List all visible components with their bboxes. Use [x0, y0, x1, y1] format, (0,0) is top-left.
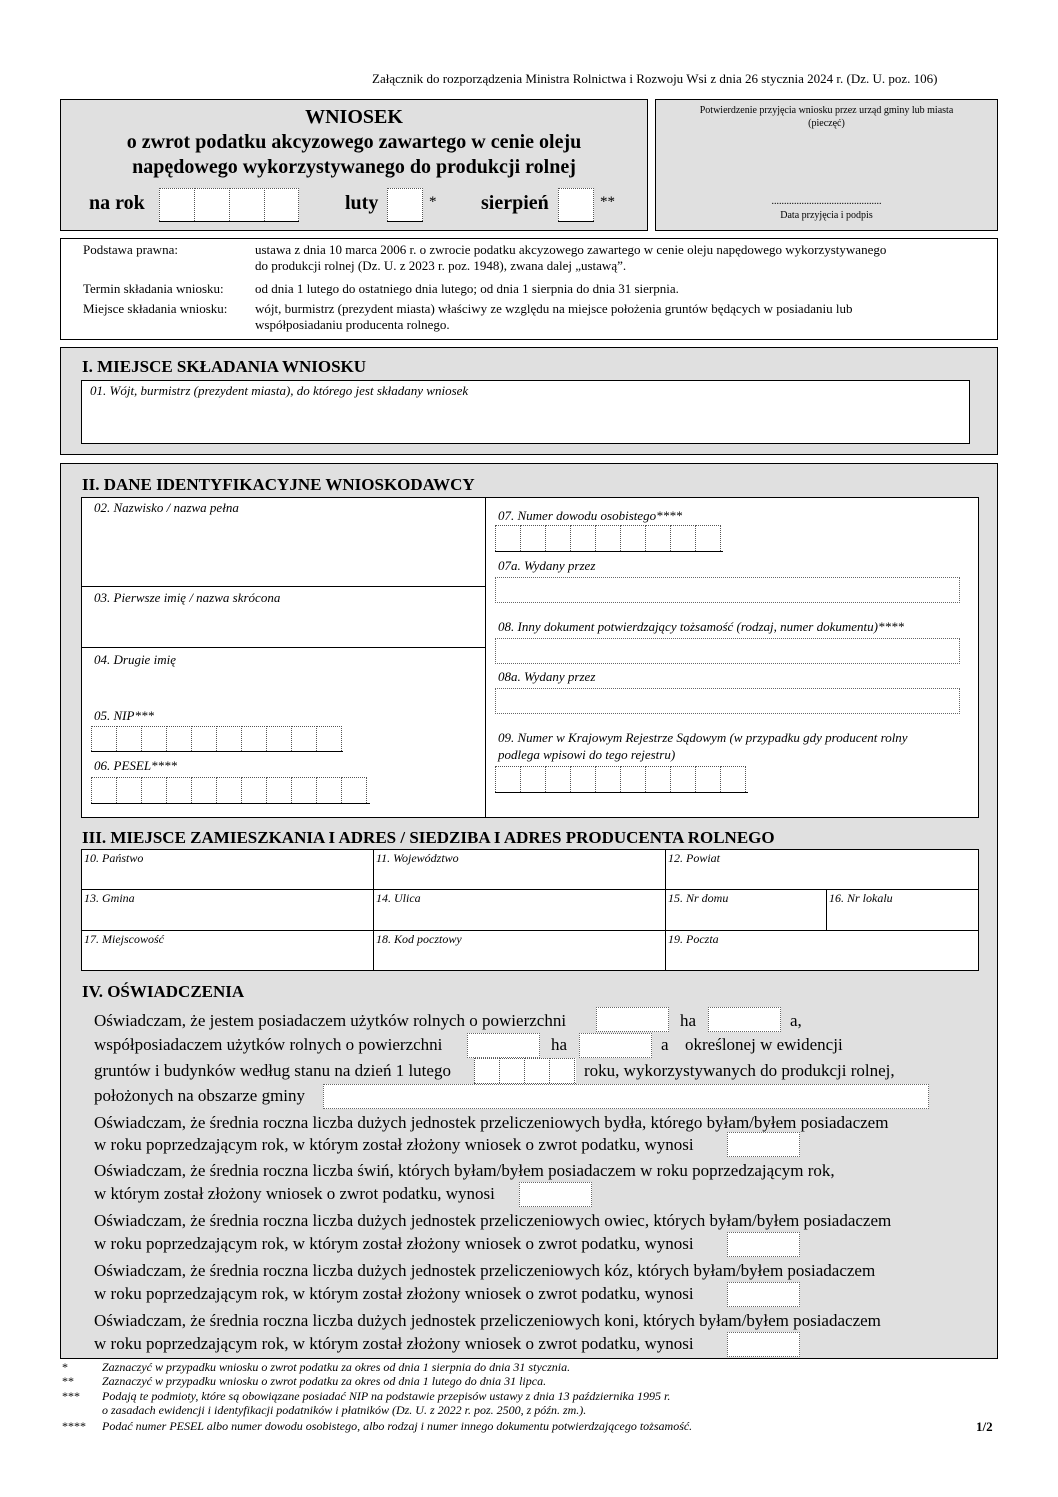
- field-03-label: 03. Pierwsze imię / nazwa skrócona: [94, 590, 281, 605]
- basis-text-1: ustawa z dnia 10 marca 2006 r. o zwrocie podatku akcyzowego zawartego w cenie oleju napędowego wykorzystywanego: [255, 242, 887, 257]
- year-label: na rok: [89, 192, 145, 214]
- basis-label: Podstawa prawna:: [83, 242, 178, 257]
- field-17-label: 17. Miejscowość: [84, 932, 164, 946]
- land-statement-4: położonych na obszarze gminy: [94, 1086, 306, 1105]
- field-17[interactable]: [81, 930, 374, 971]
- field-01[interactable]: [81, 380, 970, 444]
- footnote-3a: Podają te podmioty, które są obowiązane posiadać NIP na podstawie przepisów ustawy z dnia 13 października 1995 r.: [102, 1389, 671, 1403]
- place-text-1: wójt, burmistrz (prezydent miasta) właściwy ze względu na miejsce położenia gruntów będących w posiadaniu lub: [255, 301, 853, 316]
- sheep-statement-2: w roku poprzedzającym rok, w którym został złożony wniosek o zwrot podatku, wynosi: [94, 1234, 694, 1253]
- feb-checkbox[interactable]: [387, 188, 423, 222]
- page-number: 1/2: [976, 1419, 993, 1434]
- land-statement-2: współposiadaczem użytków rolnych o powierzchni: [94, 1035, 443, 1054]
- aug-mark: **: [600, 194, 615, 210]
- deadline-label: Termin składania wniosku:: [83, 281, 224, 296]
- field-11-label: 11. Województwo: [376, 851, 459, 865]
- field-02[interactable]: [82, 498, 485, 587]
- footnote-3-mark: ***: [62, 1389, 80, 1403]
- sheep-input[interactable]: [727, 1232, 800, 1257]
- cattle-statement-2: w roku poprzedzającym rok, w którym został złożony wniosek o zwrot podatku, wynosi: [94, 1135, 694, 1154]
- field-07a-label: 07a. Wydany przez: [498, 558, 596, 573]
- field-03[interactable]: [82, 587, 485, 648]
- field-13[interactable]: [81, 889, 374, 931]
- deadline-text: od dnia 1 lutego do ostatniego dnia lutego; od dnia 1 sierpnia do dnia 31 sierpnia.: [255, 281, 679, 296]
- horses-input[interactable]: [727, 1332, 800, 1357]
- field-11[interactable]: [373, 849, 666, 890]
- footnote-4: Podać numer PESEL albo numer dowodu osobistego, albo rodzaj i numer innego dokumentu potwierdzającego tożsamość.: [102, 1419, 693, 1433]
- id-card-input[interactable]: [495, 525, 723, 552]
- field-19-label: 19. Poczta: [668, 932, 719, 946]
- field-15[interactable]: [665, 889, 827, 931]
- field-19[interactable]: [665, 930, 979, 971]
- goats-input[interactable]: [727, 1282, 800, 1307]
- field-04-label: 04. Drugie imię: [94, 652, 176, 667]
- field-13-label: 13. Gmina: [84, 891, 135, 905]
- owned-a-input[interactable]: [708, 1007, 781, 1032]
- legal-info-block: [60, 238, 998, 340]
- title-block: [60, 99, 648, 231]
- stamp-label: Potwierdzenie przyjęcia wniosku przez urząd gminy lub miasta: [699, 105, 954, 116]
- unit-ha-2: ha: [551, 1035, 568, 1054]
- field-10-label: 10. Państwo: [84, 851, 144, 865]
- goats-statement-1: Oświadczam, że średnia roczna liczba dużych jednostek przeliczeniowych kóz, których byłam/byłem posiadaczem: [94, 1261, 876, 1280]
- aug-checkbox[interactable]: [558, 188, 594, 222]
- section-2-table: [81, 497, 979, 818]
- section-2-title: II. DANE IDENTYFIKACYJNE WNIOSKODAWCY: [82, 475, 475, 494]
- field-15-label: 15. Nr domu: [668, 891, 729, 905]
- feb-label: luty: [345, 192, 379, 214]
- field-04[interactable]: [82, 648, 485, 704]
- section-1: [60, 347, 998, 455]
- section-3-title: III. MIEJSCE ZAMIESZKANIA I ADRES / SIEDZIBA I ADRES PRODUCENTA ROLNEGO: [82, 828, 775, 847]
- stamp-sub: (pieczęć): [808, 118, 845, 129]
- pigs-statement-2: w którym został złożony wniosek o zwrot podatku, wynosi: [94, 1184, 495, 1203]
- municipality-input[interactable]: [323, 1084, 929, 1109]
- form-subtitle-1: o zwrot podatku akcyzowego zawartego w cenie oleju: [126, 131, 582, 153]
- sheep-statement-1: Oświadczam, że średnia roczna liczba dużych jednostek przeliczeniowych owiec, których byłam/byłem posiadaczem: [94, 1211, 892, 1230]
- unit-a-2: a: [661, 1035, 669, 1054]
- field-08a-input[interactable]: [495, 688, 960, 714]
- horses-statement-1: Oświadczam, że średnia roczna liczba dużych jednostek przeliczeniowych koni, których byłam/byłem posiadaczem: [94, 1311, 881, 1330]
- field-09-label-2: podlega wpisowi do tego rejestru): [498, 747, 676, 762]
- form-subtitle-2: napędowego wykorzystywanego do produkcji rolnej: [132, 156, 576, 178]
- divider: [485, 498, 486, 817]
- footnote-4-mark: ****: [62, 1419, 86, 1433]
- pigs-statement-1: Oświadczam, że średnia roczna liczba świń, których byłam/byłem posiadaczem w roku poprzedzającym rok,: [94, 1161, 835, 1180]
- cattle-statement-1: Oświadczam, że średnia roczna liczba dużych jednostek przeliczeniowych bydła, którego byłam/byłem posiadaczem: [94, 1113, 889, 1132]
- land-statement-3: gruntów i budynków według stanu na dzień 1 lutego: [94, 1061, 451, 1080]
- stamp-date-label: Data przyjęcia i podpis: [780, 210, 873, 221]
- footnote-3b: o zasadach ewidencji i identyfikacji podatników i płatników (Dz. U. z 2022 r. poz. 2500, z późn. zm.).: [102, 1403, 587, 1417]
- field-02-label: 02. Nazwisko / nazwa pełna: [94, 500, 239, 515]
- field-08-label: 08. Inny dokument potwierdzający tożsamość (rodzaj, numer dokumentu)****: [498, 619, 904, 634]
- field-07a-input[interactable]: [495, 577, 960, 603]
- pesel-input[interactable]: [91, 777, 370, 804]
- field-16-label: 16. Nr lokalu: [829, 891, 893, 905]
- aug-label: sierpień: [481, 192, 549, 214]
- field-18[interactable]: [373, 930, 666, 971]
- field-08-input[interactable]: [495, 638, 960, 664]
- nip-input[interactable]: [91, 726, 343, 752]
- basis-text-2: do produkcji rolnej (Dz. U. z 2023 r. poz. 1948), zwana dalej „ustawą”.: [255, 258, 627, 273]
- field-14-label: 14. Ulica: [376, 891, 421, 905]
- field-16[interactable]: [826, 889, 979, 931]
- field-14[interactable]: [373, 889, 666, 931]
- form-title: WNIOSEK: [305, 106, 403, 128]
- cattle-input[interactable]: [727, 1132, 800, 1157]
- feb-mark: *: [429, 194, 437, 210]
- krs-input[interactable]: [495, 766, 748, 793]
- footnote-1-mark: *: [62, 1360, 68, 1374]
- stamp-block: [655, 99, 998, 231]
- field-08a-label: 08a. Wydany przez: [498, 669, 596, 684]
- stamp-dots: ............................................: [771, 196, 882, 207]
- goats-statement-2: w roku poprzedzającym rok, w którym został złożony wniosek o zwrot podatku, wynosi: [94, 1284, 694, 1303]
- coowned-ha-input[interactable]: [467, 1033, 540, 1058]
- land-statement-1: Oświadczam, że jestem posiadaczem użytków rolnych o powierzchni: [94, 1011, 567, 1030]
- land-statement-3b: roku, wykorzystywanych do produkcji rolnej,: [584, 1061, 895, 1080]
- field-12-label: 12. Powiat: [668, 851, 721, 865]
- unit-a-1: a,: [790, 1011, 802, 1030]
- annex-note: Załącznik do rozporządzenia Ministra Rolnictwa i Rozwoju Wsi z dnia 26 stycznia 2024 r. (Dz. U. poz. 106): [372, 71, 938, 86]
- field-09-label-1: 09. Numer w Krajowym Rejestrze Sądowym (w przypadku gdy producent rolny: [498, 730, 908, 745]
- field-18-label: 18. Kod pocztowy: [376, 932, 462, 946]
- sections-2-4: [60, 463, 998, 1359]
- field-06-label: 06. PESEL****: [94, 758, 178, 773]
- footnote-2-mark: **: [62, 1374, 74, 1388]
- footnote-1: Zaznaczyć w przypadku wniosku o zwrot podatku za okres od dnia 1 sierpnia do dnia 31 stycznia.: [102, 1360, 571, 1374]
- footnote-2: Zaznaczyć w przypadku wniosku o zwrot podatku za okres od dnia 1 lutego do dnia 31 lipca.: [102, 1374, 547, 1388]
- field-12[interactable]: [665, 849, 979, 890]
- land-statement-2c: określonej w ewidencji: [685, 1035, 843, 1054]
- pigs-input[interactable]: [519, 1182, 592, 1207]
- section-4-title: IV. OŚWIADCZENIA: [82, 982, 245, 1001]
- field-05-label: 05. NIP***: [94, 708, 154, 723]
- horses-statement-2: w roku poprzedzającym rok, w którym został złożony wniosek o zwrot podatku, wynosi: [94, 1334, 694, 1353]
- unit-ha-1: ha: [680, 1011, 697, 1030]
- place-label: Miejsce składania wniosku:: [83, 301, 228, 316]
- owned-ha-input[interactable]: [596, 1007, 669, 1032]
- field-10[interactable]: [81, 849, 374, 890]
- field-01-label: 01. Wójt, burmistrz (prezydent miasta), do którego jest składany wniosek: [90, 383, 469, 398]
- place-text-2: współposiadaniu producenta rolnego.: [255, 317, 450, 332]
- field-07-label: 07. Numer dowodu osobistego****: [498, 508, 683, 523]
- coowned-a-input[interactable]: [579, 1033, 652, 1058]
- year-input[interactable]: [159, 188, 299, 222]
- land-year-input[interactable]: [474, 1058, 576, 1084]
- section-1-title: I. MIEJSCE SKŁADANIA WNIOSKU: [82, 357, 367, 376]
